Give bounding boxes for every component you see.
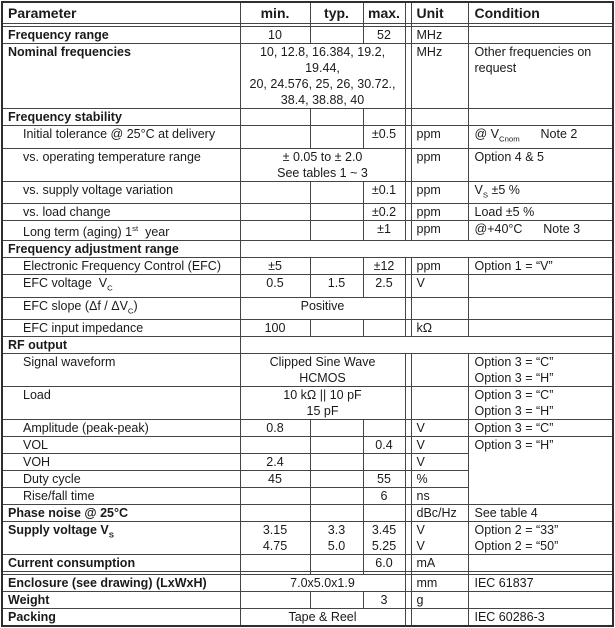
phase-noise-max (363, 505, 405, 522)
vs-load-change-parameter: vs. load change (2, 204, 240, 221)
supply-voltage-unit: V V (411, 522, 468, 555)
header-min: min. (240, 2, 310, 24)
efc-input-impedance-min: 100 (240, 320, 310, 337)
frequency-range-condition (468, 27, 613, 44)
signal-waveform-value: Clipped Sine Wave HCMOS (240, 354, 405, 387)
header-row (2, 2, 613, 24)
vol-condition: Option 3 = “H” (468, 437, 613, 505)
nominal-frequencies-value: 10, 12.8, 16.384, 19.2, 19.44, 20, 24.576, 25, 26, 30.72., 38.4, 38.88, 40 (240, 44, 405, 109)
voh-min: 2.4 (240, 454, 310, 471)
vs-operating-temperature-range-parameter: vs. operating temperature range (2, 148, 240, 181)
electronic-frequency-control-typ (310, 258, 363, 275)
rise-fall-time-typ (310, 488, 363, 505)
frequency-stability-min (240, 109, 310, 126)
efc-input-impedance-condition (468, 320, 613, 337)
rf-output-parameter: RF output (2, 337, 240, 354)
vol-max: 0.4 (363, 437, 405, 454)
vs-supply-voltage-variation-unit: ppm (411, 181, 468, 204)
header-max: max. (363, 2, 405, 24)
frequency-range-unit: MHz (411, 27, 468, 44)
nominal-frequencies-condition: Other frequencies on request (468, 44, 613, 109)
enclosure-condition: IEC 61837 (468, 575, 613, 592)
current-consumption-condition (468, 555, 613, 572)
frequency-range-parameter: Frequency range (2, 27, 240, 44)
table-row-vs-load-change (2, 204, 613, 221)
spec-table-body (2, 24, 613, 627)
load-unit (411, 387, 468, 420)
frequency-stability-parameter: Frequency stability (2, 109, 240, 126)
efc-voltage-typ: 1.5 (310, 275, 363, 298)
supply-voltage-min: 3.15 4.75 (240, 522, 310, 555)
table-row-packing (2, 609, 613, 627)
vol-min (240, 437, 310, 454)
table-row-initial-tolerance (2, 126, 613, 149)
vol-typ (310, 437, 363, 454)
nominal-frequencies-unit: MHz (411, 44, 468, 109)
vs-supply-voltage-variation-max: ±0.1 (363, 181, 405, 204)
table-row-efc-voltage (2, 275, 613, 298)
load-value: 10 kΩ || 10 pF 15 pF (240, 387, 405, 420)
rise-fall-time-min (240, 488, 310, 505)
signal-waveform-parameter: Signal waveform (2, 354, 240, 387)
table-row-frequency-stability (2, 109, 613, 126)
table-row-frequency-range (2, 27, 613, 44)
nominal-frequencies-parameter: Nominal frequencies (2, 44, 240, 109)
initial-tolerance-unit: ppm (411, 126, 468, 149)
frequency-stability-max (363, 109, 405, 126)
initial-tolerance-typ (310, 126, 363, 149)
long-term-aging-condition: @+40°C Note 3 (468, 221, 613, 241)
load-parameter: Load (2, 387, 240, 420)
table-row-supply-voltage (2, 522, 613, 555)
initial-tolerance-condition: @ $V_{Cnom}$ Note 2 (468, 126, 613, 149)
enclosure-parameter: Enclosure (see drawing) (LxWxH) (2, 575, 240, 592)
initial-tolerance-max: ±0.5 (363, 126, 405, 149)
long-term-aging-unit: ppm (411, 221, 468, 241)
efc-slope-unit (411, 297, 468, 320)
electronic-frequency-control-condition: Option 1 = “V” (468, 258, 613, 275)
table-row-long-term-aging (2, 221, 613, 241)
rise-fall-time-max: 6 (363, 488, 405, 505)
table-row-frequency-adjustment-range (2, 241, 613, 258)
table-row-rf-output (2, 337, 613, 354)
spec-table (1, 1, 614, 627)
voh-unit: V (411, 454, 468, 471)
efc-voltage-parameter: EFC voltage $V_C$ (2, 275, 240, 298)
table-row-signal-waveform (2, 354, 613, 387)
enclosure-unit: mm (411, 575, 468, 592)
current-consumption-unit: mA (411, 555, 468, 572)
supply-voltage-condition: Option 2 = “33” Option 2 = “50” (468, 522, 613, 555)
table-row-enclosure (2, 575, 613, 592)
efc-input-impedance-typ (310, 320, 363, 337)
initial-tolerance-min (240, 126, 310, 149)
vs-operating-temperature-range-unit: ppm (411, 148, 468, 181)
header-condition: Condition (468, 2, 613, 24)
efc-slope-parameter: EFC slope $(\Delta f / \Delta V_C)$ (2, 297, 240, 320)
frequency-adjustment-range-parameter: Frequency adjustment range (2, 241, 240, 258)
signal-waveform-unit (411, 354, 468, 387)
supply-voltage-typ: 3.3 5.0 (310, 522, 363, 555)
phase-noise-condition: See table 4 (468, 505, 613, 522)
frequency-range-min: 10 (240, 27, 310, 44)
packing-value: Tape & Reel (240, 609, 405, 627)
packing-unit (411, 609, 468, 627)
voh-max (363, 454, 405, 471)
electronic-frequency-control-parameter: Electronic Frequency Control (EFC) (2, 258, 240, 275)
vs-operating-temperature-range-condition: Option 4 & 5 (468, 148, 613, 181)
phase-noise-unit: dBc/Hz (411, 505, 468, 522)
current-consumption-parameter: Current consumption (2, 555, 240, 572)
electronic-frequency-control-min: ±5 (240, 258, 310, 275)
weight-typ (310, 592, 363, 609)
amplitude-max (363, 420, 405, 437)
vs-operating-temperature-range-value: ± 0.05 to ± 2.0 See tables 1 ~ 3 (240, 148, 405, 181)
efc-slope-value: Positive (240, 297, 405, 320)
duty-cycle-parameter: Duty cycle (2, 471, 240, 488)
table-row-amplitude (2, 420, 613, 437)
amplitude-parameter: Amplitude (peak-peak) (2, 420, 240, 437)
phase-noise-parameter: Phase noise @ 25°C (2, 505, 240, 522)
current-consumption-min (240, 555, 310, 572)
duty-cycle-typ (310, 471, 363, 488)
efc-slope-condition (468, 297, 613, 320)
vs-load-change-min (240, 204, 310, 221)
rf-output-merged-empty (240, 337, 613, 354)
weight-condition (468, 592, 613, 609)
efc-voltage-max: 2.5 (363, 275, 405, 298)
duty-cycle-unit: % (411, 471, 468, 488)
frequency-range-max: 52 (363, 27, 405, 44)
frequency-range-typ (310, 27, 363, 44)
table-row-weight (2, 592, 613, 609)
table-row-efc-input-impedance (2, 320, 613, 337)
duty-cycle-max: 55 (363, 471, 405, 488)
table-row-vs-supply-voltage-variation (2, 181, 613, 204)
header-parameter: Parameter (2, 2, 240, 24)
vs-load-change-max: ±0.2 (363, 204, 405, 221)
rise-fall-time-unit: ns (411, 488, 468, 505)
efc-voltage-condition (468, 275, 613, 298)
long-term-aging-min (240, 221, 310, 241)
frequency-stability-typ (310, 109, 363, 126)
header-unit: Unit (411, 2, 468, 24)
supply-voltage-max: 3.45 5.25 (363, 522, 405, 555)
long-term-aging-typ (310, 221, 363, 241)
frequency-adjustment-range-merged-empty (240, 241, 613, 258)
frequency-stability-unit (411, 109, 468, 126)
weight-min (240, 592, 310, 609)
table-row-current-consumption (2, 555, 613, 572)
weight-max: 3 (363, 592, 405, 609)
table-row-vs-operating-temperature-range (2, 148, 613, 181)
electronic-frequency-control-max: ±12 (363, 258, 405, 275)
duty-cycle-min: 45 (240, 471, 310, 488)
phase-noise-min (240, 505, 310, 522)
vs-load-change-unit: ppm (411, 204, 468, 221)
table-row-phase-noise (2, 505, 613, 522)
vs-supply-voltage-variation-typ (310, 181, 363, 204)
weight-unit: g (411, 592, 468, 609)
efc-input-impedance-parameter: EFC input impedance (2, 320, 240, 337)
voh-typ (310, 454, 363, 471)
enclosure-value: 7.0x5.0x1.9 (240, 575, 405, 592)
load-condition: Option 3 = “C” Option 3 = “H” (468, 387, 613, 420)
vs-load-change-condition: Load ±5 % (468, 204, 613, 221)
vol-unit: V (411, 437, 468, 454)
table-row-nominal-frequencies (2, 44, 613, 109)
electronic-frequency-control-unit: ppm (411, 258, 468, 275)
table-row-load (2, 387, 613, 420)
efc-voltage-min: 0.5 (240, 275, 310, 298)
current-consumption-max: 6.0 (363, 555, 405, 572)
efc-input-impedance-max (363, 320, 405, 337)
phase-noise-typ (310, 505, 363, 522)
table-row-vol (2, 437, 613, 454)
table-row-electronic-frequency-control (2, 258, 613, 275)
voh-parameter: VOH (2, 454, 240, 471)
amplitude-condition: Option 3 = “C” (468, 420, 613, 437)
vs-supply-voltage-variation-min (240, 181, 310, 204)
vs-supply-voltage-variation-condition: $V_S \pm 5$ % (468, 181, 613, 204)
long-term-aging-max: ±1 (363, 221, 405, 241)
vs-load-change-typ (310, 204, 363, 221)
initial-tolerance-parameter: Initial tolerance @ 25°C at delivery (2, 126, 240, 149)
frequency-stability-condition (468, 109, 613, 126)
weight-parameter: Weight (2, 592, 240, 609)
efc-input-impedance-unit: kΩ (411, 320, 468, 337)
amplitude-unit: V (411, 420, 468, 437)
header-typ: typ. (310, 2, 363, 24)
vs-supply-voltage-variation-parameter: vs. supply voltage variation (2, 181, 240, 204)
table-row-efc-slope (2, 297, 613, 320)
vol-parameter: VOL (2, 437, 240, 454)
current-consumption-typ (310, 555, 363, 572)
signal-waveform-condition: Option 3 = “C” Option 3 = “H” (468, 354, 613, 387)
long-term-aging-parameter: Long term (aging) 1st year (2, 221, 240, 241)
amplitude-typ (310, 420, 363, 437)
supply-voltage-parameter: Supply voltage $V_S$ (2, 522, 240, 555)
packing-parameter: Packing (2, 609, 240, 627)
packing-condition: IEC 60286-3 (468, 609, 613, 627)
efc-voltage-unit: V (411, 275, 468, 298)
amplitude-min: 0.8 (240, 420, 310, 437)
rise-fall-time-parameter: Rise/fall time (2, 488, 240, 505)
